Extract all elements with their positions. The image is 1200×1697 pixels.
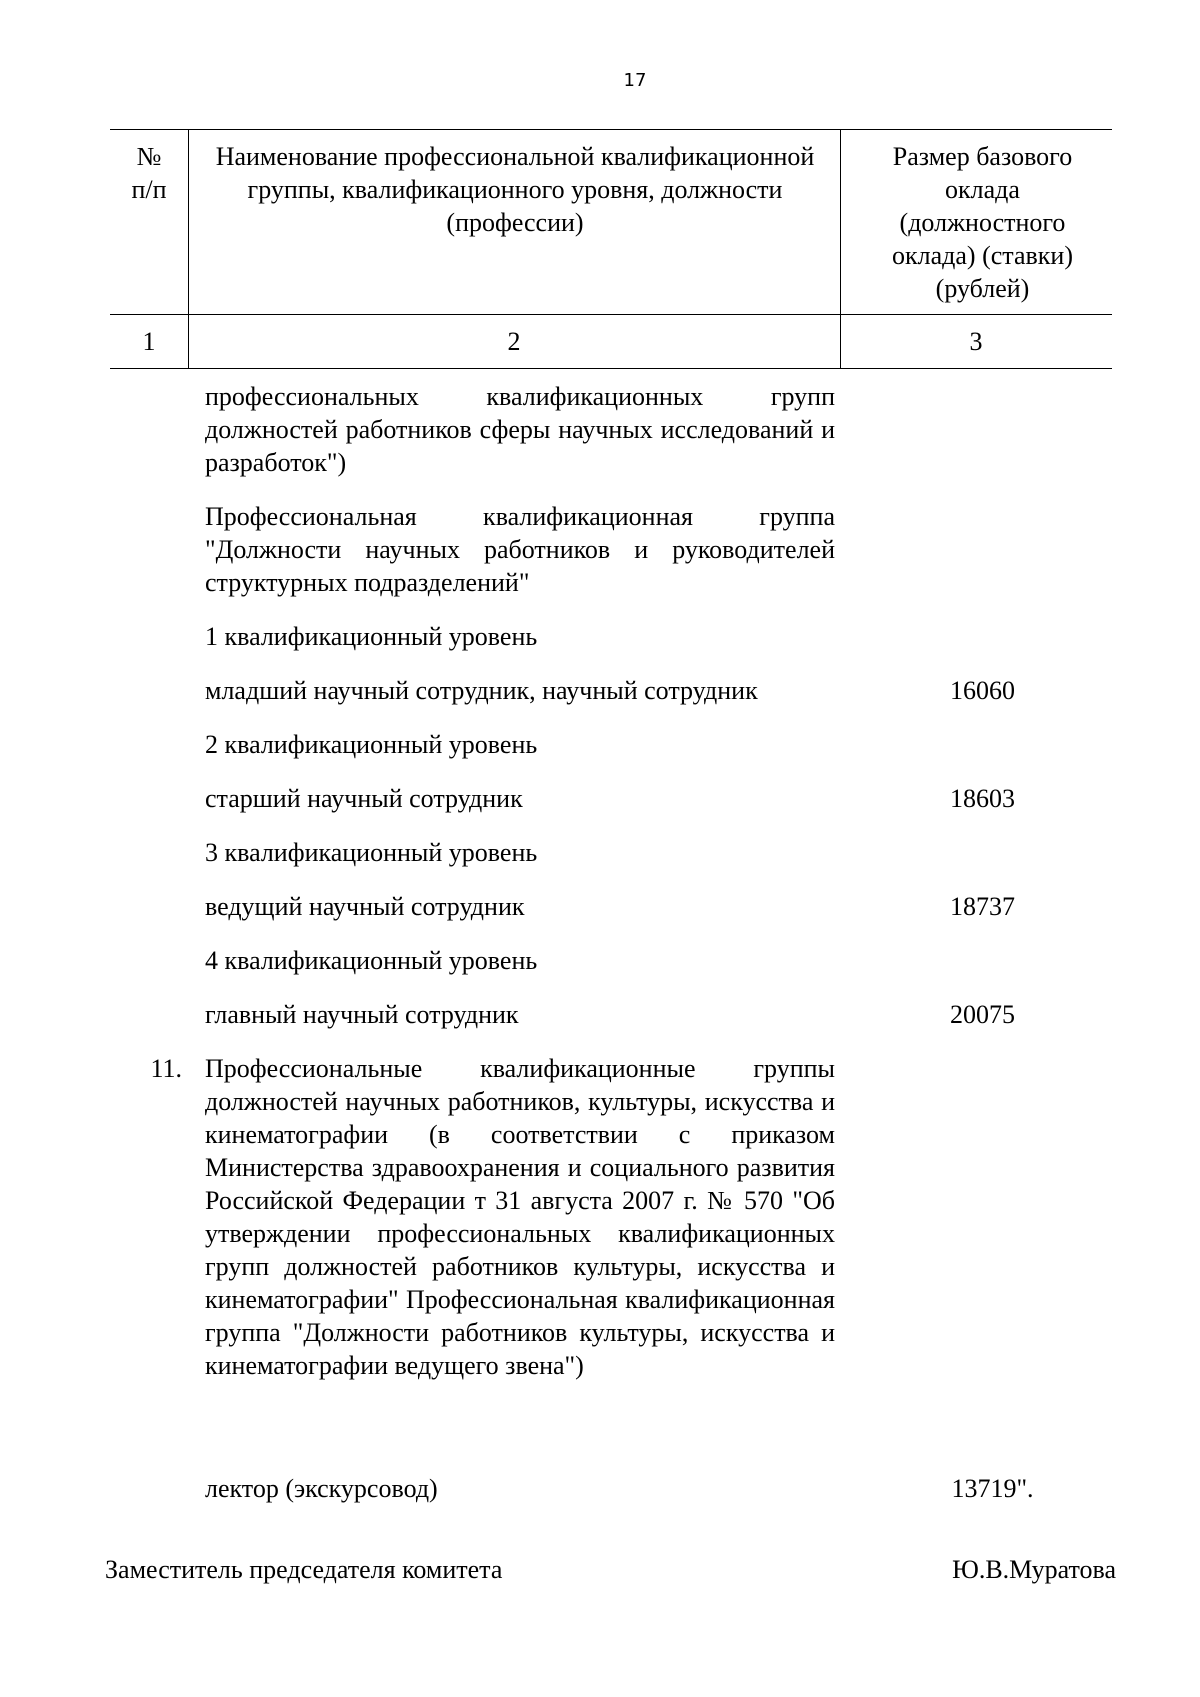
- column-number-2: 2: [507, 327, 521, 356]
- salary-value: 18603: [950, 784, 1015, 813]
- table-row: младший научный сотрудник, научный сотрудник: [205, 676, 758, 705]
- continuation-text: профессиональных квалификационных групп должностей работников сферы научных исследований и разработок"): [205, 382, 835, 477]
- column-number-3: 3: [969, 327, 983, 356]
- salary-value: 18737: [950, 892, 1015, 921]
- table-row: 2 квалификационный уровень: [205, 730, 538, 759]
- header-col-number: № п/п: [131, 142, 167, 204]
- table-colnum-rule: [110, 368, 1112, 369]
- group-title: Профессиональная квалификационная группа "Должности научных работников и руководителей структурных подразделений": [205, 502, 835, 597]
- item-11-text: Профессиональные квалификационные группы должностей научных работников, культуры, искусства и кинематографии (в соответствии с приказом Министерства здравоохранения и социального развития Российской Федерации т 31 августа 2007 г. № 570 "Об утверждении профессиональных квалификационных групп должностей работников культуры, искусства и кинематографии" Профессиональная квалификационная группа "Должности работников культуры, искусства и кинематографии ведущего звена"): [205, 1054, 835, 1380]
- page-number: 17: [623, 70, 647, 91]
- table-row: 1 квалификационный уровень: [205, 622, 538, 651]
- table-header-rule: [110, 314, 1112, 315]
- table-row: лектор (экскурсовод): [205, 1474, 438, 1503]
- salary-value: 20075: [950, 1000, 1015, 1029]
- salary-value: 16060: [950, 676, 1015, 705]
- item-number: 11.: [150, 1054, 182, 1083]
- salary-value: 13719".: [951, 1474, 1034, 1503]
- header-col-salary: Размер базового оклада (должностного оклада) (ставки) (рублей): [892, 142, 1073, 303]
- signature-position: Заместитель председателя комитета: [105, 1555, 503, 1584]
- table-top-rule: [110, 129, 1112, 130]
- table-row: 4 квалификационный уровень: [205, 946, 538, 975]
- table-row: старший научный сотрудник: [205, 784, 523, 813]
- table-row: 3 квалификационный уровень: [205, 838, 538, 867]
- table-row: ведущий научный сотрудник: [205, 892, 525, 921]
- header-col-name: Наименование профессиональной квалификационной группы, квалификационного уровня, должности (профессии): [215, 142, 815, 237]
- signature-name: Ю.В.Муратова: [952, 1555, 1116, 1584]
- table-row: главный научный сотрудник: [205, 1000, 519, 1029]
- column-number-1: 1: [142, 327, 156, 356]
